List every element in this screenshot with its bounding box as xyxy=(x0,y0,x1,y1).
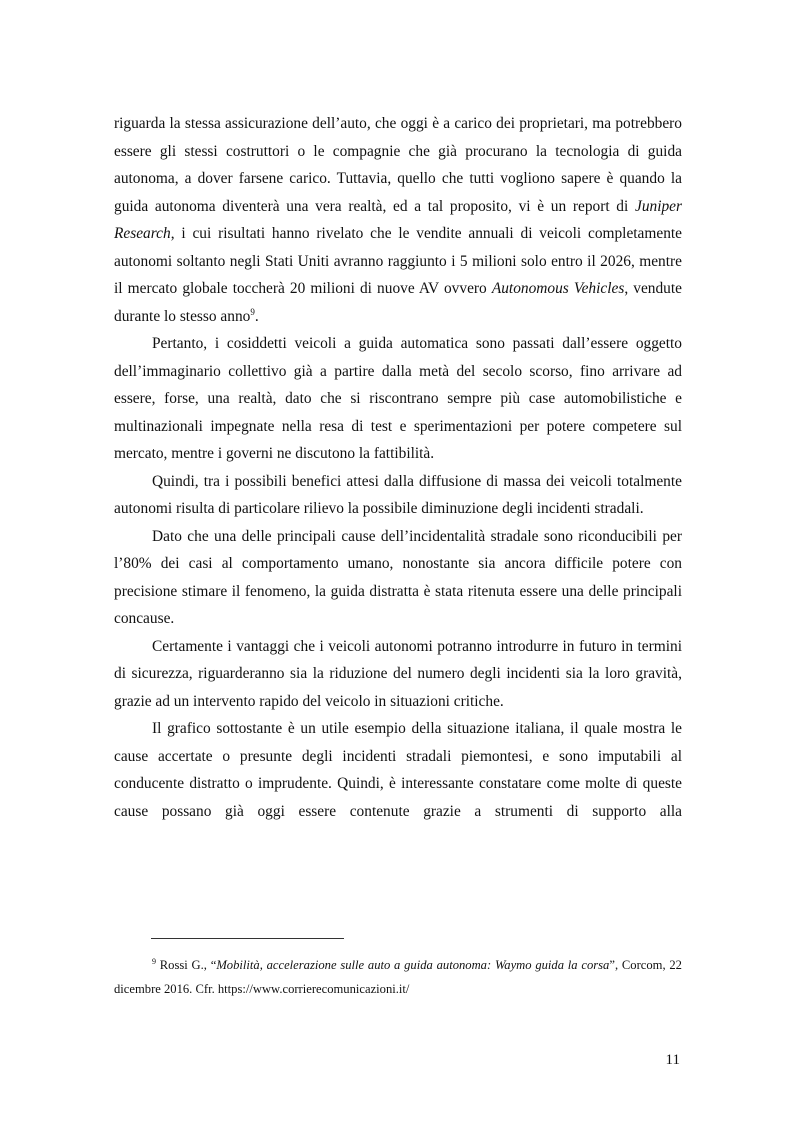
autonomous-vehicles-italic: Autonomous Vehicles xyxy=(491,280,625,297)
footnote-source: ”, Corcom, 22 dicembre 2016. Cfr. https://www.corrierecomunicazioni.it/ xyxy=(114,958,682,996)
footnote-separator xyxy=(151,938,344,939)
paragraph-3: Quindi, tra i possibili benefici attesi dalla diffusione di massa dei veicoli totalmente autonomi risulta di particolare rilievo la possibile diminuzione degli incidenti stradali. xyxy=(114,472,682,517)
paragraph-5: Certamente i vantaggi che i veicoli autonomi potranno introdurre in futuro in termini di sicurezza, riguarderanno sia la riduzione del numero degli incidenti sia la loro gravità, grazie ad un intervento rapido del veicolo in situazioni critiche. xyxy=(114,637,682,710)
paragraph-2: Pertanto, i cosiddetti veicoli a guida automatica sono passati dall’essere oggetto dell’immaginario collettivo già a partire dalla metà del secolo scorso, fino arrivare ad essere, forse, una realtà, dato che si riscontrano sempre più case automobilistiche e multinazionali impegnate nella resa di test e sperimentazioni per potere competere sul mercato, mentre i governi ne discutono la fattibilità. xyxy=(114,335,682,462)
footnote-reference[interactable]: 9 xyxy=(250,306,255,317)
paragraph-4: Dato che una delle principali cause dell’incidentalità stradale sono riconducibili per l’80% dei casi al comportamento umano, nonostante sia ancora difficile potere con precisione stimare il fenomeno, la guida distratta è stata ritenuta essere una delle principali concause. xyxy=(114,527,682,627)
paragraph-1-text-c: , vendute durante lo stesso anno xyxy=(114,280,682,325)
paragraph-1-text-b: , i cui risultati hanno rivelato che le vendite annuali di veicoli completamente autonomi soltanto negli Stati Uniti avranno raggiunto i 5 milioni solo entro il 2026, mentre il mercato globale toccherà 20 milioni di nuove AV ovvero xyxy=(114,225,682,297)
body-text xyxy=(114,110,682,825)
paragraph-1-text-a: riguarda la stessa assicurazione dell’auto, che oggi è a carico dei proprietari, ma potrebbero essere gli stessi costruttori o le compagnie che già procurano la tecnologia di guida autonoma, a dover farsene carico. Tuttavia, quello che tutti vogliono sapere è quando la guida autonoma diventerà una vera realtà, ed a tal proposito, vi è un report di xyxy=(114,115,682,215)
page-number: 11 xyxy=(665,1052,680,1068)
paragraph-1 xyxy=(114,110,682,330)
footnote-article-title: Mobilità, accelerazione sulle auto a guida autonoma: Waymo guida la corsa xyxy=(216,958,610,972)
footnote-9 xyxy=(114,953,682,1001)
footnote-author: Rossi G., “ xyxy=(156,958,217,972)
juniper-research-italic: Juniper Research xyxy=(114,197,682,242)
footnote-number: 9 xyxy=(152,956,156,966)
paragraph-1-end: . xyxy=(254,307,259,325)
paragraph-6: Il grafico sottostante è un utile esempio della situazione italiana, il quale mostra le cause accertate o presunte degli incidenti stradali piemontesi, e sono imputabili al conducente distratto o imprudente. Quindi, è interessante constatare come molte di queste cause possano già oggi essere contenute grazie a strumenti di supporto alla xyxy=(114,720,682,820)
